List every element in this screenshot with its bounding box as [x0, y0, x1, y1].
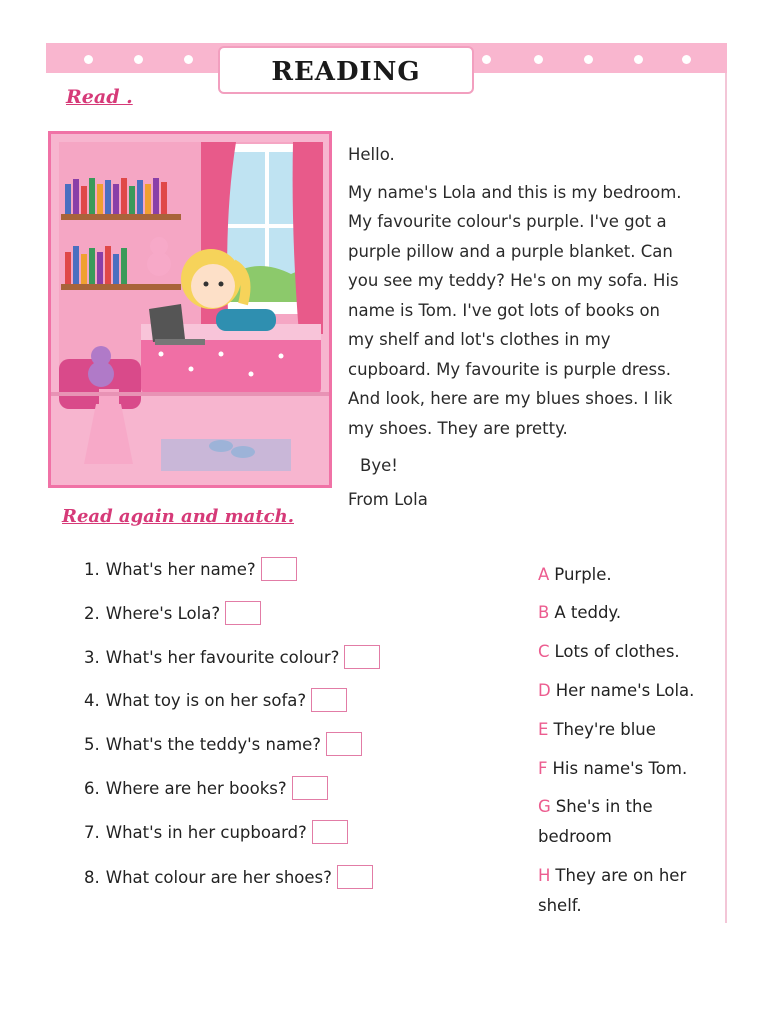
header-dot [634, 55, 643, 64]
question-text: Where are her books? [105, 778, 287, 798]
answer-option [538, 560, 724, 590]
letter-from: From Lola [348, 489, 428, 509]
question-text: What's her favourite colour? [105, 647, 340, 667]
header-dot [482, 55, 491, 64]
answer-letter: B [538, 603, 550, 622]
answer-letter: G [538, 797, 551, 816]
question-text: What colour are her shoes? [105, 867, 332, 887]
question-row [84, 688, 347, 712]
answer-text: She's in the bedroom [538, 797, 653, 846]
answer-text: A teddy. [554, 603, 622, 622]
letter-line: my shoes. They are pretty. [348, 418, 568, 438]
question-number: 4. [84, 690, 100, 710]
question-text: What's her name? [105, 559, 256, 579]
header-dot [584, 55, 593, 64]
header-dot [534, 55, 543, 64]
bedroom-illustration-icon [51, 134, 329, 485]
bedroom-illustration [48, 131, 332, 488]
question-row [84, 645, 380, 669]
answer-text: Purple. [554, 565, 612, 584]
answer-box[interactable] [311, 688, 347, 712]
letter-line: cupboard. My favourite is purple dress. [348, 359, 671, 379]
answer-text: His name's Tom. [552, 759, 688, 778]
answer-option [538, 676, 724, 706]
question-row [84, 820, 348, 844]
question-text: Where's Lola? [105, 603, 221, 623]
answer-option [538, 861, 718, 921]
answer-box[interactable] [225, 601, 261, 625]
answer-text: Her name's Lola. [555, 681, 695, 700]
question-number: 3. [84, 647, 100, 667]
question-text: What's the teddy's name? [105, 734, 322, 754]
letter-text [348, 140, 726, 514]
answer-text: They are on her shelf. [538, 866, 687, 915]
title-box [218, 46, 474, 94]
answer-option [538, 754, 724, 784]
match-heading: Read again and match. [62, 506, 294, 527]
answer-option [538, 637, 724, 667]
question-row [84, 557, 297, 581]
letter-line: And look, here are my blues shoes. I lik [348, 389, 673, 408]
question-text: What's in her cupboard? [105, 822, 307, 842]
answer-box[interactable] [312, 820, 348, 844]
answer-letter: E [538, 720, 549, 739]
question-row [84, 732, 362, 756]
answer-box[interactable] [337, 865, 373, 889]
answer-text: They're blue [553, 720, 656, 739]
letter-line: name is Tom. I've got lots of books on [348, 300, 660, 320]
answer-option [538, 715, 724, 745]
question-row [84, 865, 373, 889]
answer-box[interactable] [344, 645, 380, 669]
answer-box[interactable] [292, 776, 328, 800]
answer-box[interactable] [326, 732, 362, 756]
question-row [84, 601, 261, 625]
letter-line: My favourite colour's purple. I've got a [348, 212, 667, 231]
read-heading: Read . [66, 86, 133, 108]
answer-letter: F [538, 759, 548, 778]
question-number: 8. [84, 867, 100, 887]
header-dot [184, 55, 193, 64]
header-dot [84, 55, 93, 64]
answer-letter: D [538, 681, 551, 700]
page-title: READING [271, 57, 421, 87]
letter-line: my shelf and lot's clothes in my [348, 330, 611, 349]
question-row [84, 776, 328, 800]
answer-text: Lots of clothes. [554, 642, 680, 661]
letter-signoff: Bye! [360, 456, 398, 475]
question-number: 1. [84, 559, 100, 579]
letter-line: you see my teddy? He's on my sofa. His [348, 271, 679, 290]
question-number: 6. [84, 778, 100, 798]
letter-line: purple pillow and a purple blanket. Can [348, 241, 673, 261]
header-dot [682, 55, 691, 64]
answer-option [538, 792, 688, 852]
letter-line: My name's Lola and this is my bedroom. [348, 182, 682, 202]
answer-option [538, 598, 724, 628]
answer-letter: C [538, 642, 550, 661]
question-text: What toy is on her sofa? [105, 690, 307, 710]
question-number: 7. [84, 822, 100, 842]
question-number: 2. [84, 603, 100, 623]
question-number: 5. [84, 734, 100, 754]
letter-greeting: Hello. [348, 145, 395, 164]
answer-box[interactable] [261, 557, 297, 581]
answer-letter: A [538, 565, 550, 584]
header-dot [134, 55, 143, 64]
answer-letter: H [538, 866, 551, 885]
